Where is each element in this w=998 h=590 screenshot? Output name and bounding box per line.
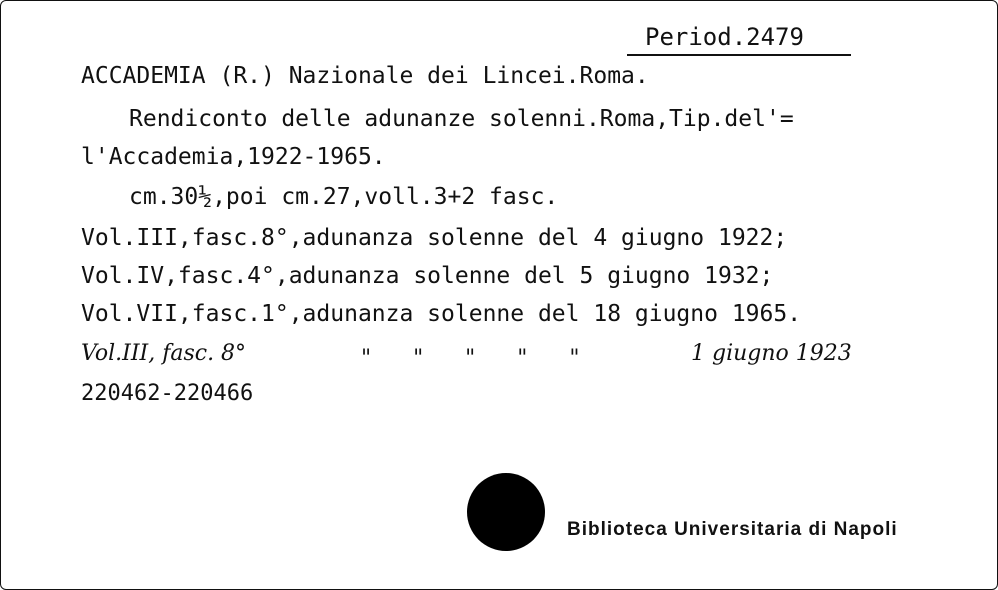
handwritten-date: 1 giugno 1923 <box>691 341 852 366</box>
card-line-volume-7: Vol.VII,fasc.1°,adunanza solenne del 18 giugno 1965. <box>81 301 802 327</box>
handwritten-volume: Vol.III, fasc. 8° <box>81 341 247 366</box>
shelfmark: Period.2479 <box>645 23 804 51</box>
card-line-title: Rendiconto delle adunanze solenni.Roma,Tip.del'= <box>129 106 794 132</box>
shelfmark-underline <box>627 54 851 56</box>
card-line-volume-4: Vol.IV,fasc.4°,adunanza solenne del 5 giugno 1932; <box>81 263 774 289</box>
card-line-imprint: l'Accademia,1922-1965. <box>81 144 386 170</box>
card-line-volume-3: Vol.III,fasc.8°,adunanza solenne del 4 giugno 1922; <box>81 225 788 251</box>
handwritten-ditto-marks: " " " " " <box>361 346 580 371</box>
inventory-numbers: 220462-220466 <box>81 381 254 406</box>
stamp-dot <box>467 473 545 551</box>
card-line-heading: ACCADEMIA (R.) Nazionale dei Lincei.Roma. <box>81 63 649 89</box>
library-stamp: Biblioteca Universitaria di Napoli <box>567 519 898 540</box>
card-line-physical: cm.30½,poi cm.27,voll.3+2 fasc. <box>129 184 559 210</box>
